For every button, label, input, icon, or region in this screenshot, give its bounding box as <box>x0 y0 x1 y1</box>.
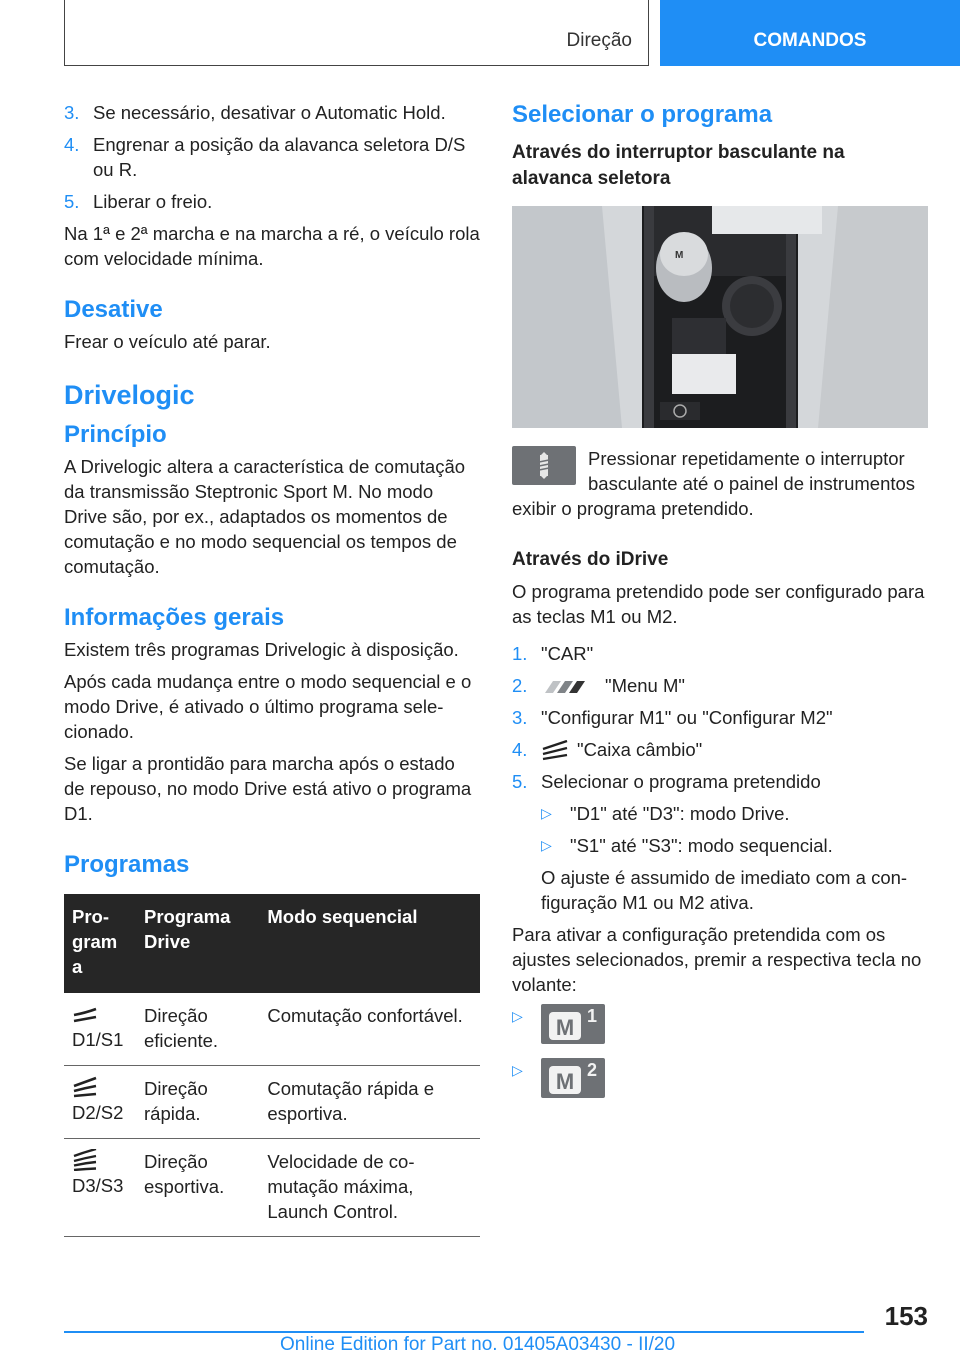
table-header-drive: Programa Drive <box>136 894 259 993</box>
list-item: ▷ M 1 <box>512 1004 928 1044</box>
list-item: 2. "Menu M" <box>512 675 685 696</box>
list-item: 4. Engrenar a posição da alavanca seletora D/S ou R. <box>64 134 466 180</box>
svg-text:M: M <box>675 250 684 261</box>
m1-button-icon <box>541 1004 605 1044</box>
m-stripes-icon <box>541 679 597 695</box>
list-item: 3. Se necessário, desativar o Automatic Hold. <box>64 102 446 123</box>
via-idrive-heading: Através do iDrive <box>512 549 669 570</box>
list-item: 4. "Caixa câmbio" <box>512 737 928 762</box>
table-row: D2/S2 Direção rápida. Comutação rápida e esportiva. <box>64 1066 480 1139</box>
page-number: 153 <box>884 1301 928 1331</box>
header-section-box <box>64 0 649 66</box>
page-header <box>0 0 960 66</box>
programas-heading: Programas <box>64 851 190 878</box>
via-rocker-heading: Através do interruptor basculante na alavanca seletora <box>512 142 845 189</box>
principio-text: A Drivelogic altera a característica de comutação da transmissão Steptronic Sport M. No modo Drive são, por ex., adaptados os momentos de comutação e no modo sequencial os tempos de comutação. <box>64 456 466 577</box>
header-section-title: Direção <box>566 30 632 51</box>
list-item: 1. "CAR" <box>512 643 594 664</box>
drivelogic-2-icon <box>72 1076 98 1098</box>
idrive-intro: O programa pretendido pode ser configurado para as teclas M1 ou M2. <box>512 581 925 627</box>
desative-text: Frear o veículo até parar. <box>64 331 271 352</box>
step-list <box>64 100 480 214</box>
right-column <box>512 100 928 1105</box>
list-item: ▷ "D1" até "D3": modo Drive. <box>541 803 790 825</box>
table-row: D1/S1 Direção eficiente. Comutação confortável. <box>64 993 480 1066</box>
rocker-switch-icon <box>512 446 576 485</box>
drivelogic-heading: Drivelogic <box>64 380 195 410</box>
sub-note: O ajuste é assumido de imediato com a configuração M1 ou M2 ativa. <box>541 867 908 914</box>
list-item: 5. Selecionar o programa pretendido ▷ "D1" até "D3": modo Drive. ▷ "S1" até "S3": modo sequencial. O ajuste é assumido de imediato com a configuração M1 ou M2 ativa. <box>512 769 928 915</box>
info-text-3: Se ligar a prontidão para marcha após o estado de repouso, no modo Drive está ativo o programa D1. <box>64 753 472 824</box>
activation-text: Para ativar a configuração pretendida com os ajustes selecionados, premir a respectiva tecla no volante: <box>512 924 922 996</box>
list-item: ▷ "S1" até "S3": modo sequencial. <box>541 835 833 857</box>
drivelogic-1-icon <box>72 1003 98 1025</box>
footer-divider <box>64 1331 864 1333</box>
rocker-tip: Pressionar repetidamente o interruptor basculante até o painel de instrumentos exibir o programa pretendido. <box>512 448 916 519</box>
gear-selector-photo <box>512 206 928 428</box>
info-text-2: Após cada mudança entre o modo sequencial e o modo Drive, é ativado o último programa selecionado. <box>64 671 472 742</box>
svg-text:2: 2 <box>586 1060 598 1081</box>
header-chapter-tab[interactable]: COMANDOS <box>660 0 960 66</box>
list-item: 5. Liberar o freio. <box>64 191 213 212</box>
svg-text:M: M <box>555 1015 575 1041</box>
desative-heading: Desative <box>64 296 163 323</box>
select-program-heading: Selecionar o programa <box>512 101 773 128</box>
m2-button-icon <box>541 1058 605 1098</box>
table-row: D3/S3 Direção esportiva. Velocidade de comutação máxima, Launch Control. <box>64 1139 480 1237</box>
programs-table <box>64 894 480 1237</box>
svg-text:1: 1 <box>586 1006 598 1027</box>
table-header-program: Program a <box>64 894 136 993</box>
info-text-1: Existem três programas Drivelogic à disposição. <box>64 639 459 660</box>
left-column <box>64 100 480 1237</box>
footer-edition: Online Edition for Part no. 01405A03430 - II/20 <box>280 1334 676 1355</box>
table-header-sequential: Modo sequencial <box>259 894 480 993</box>
drivelogic-3-icon <box>72 1149 98 1171</box>
list-item: ▷ M 2 <box>512 1058 928 1098</box>
gearbox-icon <box>541 740 569 762</box>
info-heading: Informações gerais <box>64 604 285 631</box>
m-buttons-list <box>512 1004 928 1098</box>
idrive-step-list <box>512 641 928 915</box>
principio-heading: Princípio <box>64 421 167 448</box>
rolling-note: Na 1ª e 2ª marcha e na marcha a ré, o veículo rola com velocidade mínima. <box>64 223 480 269</box>
svg-text:M: M <box>555 1069 575 1095</box>
program-sub-list <box>541 801 928 858</box>
list-item: 3. "Configurar M1" ou "Configurar M2" <box>512 707 833 728</box>
